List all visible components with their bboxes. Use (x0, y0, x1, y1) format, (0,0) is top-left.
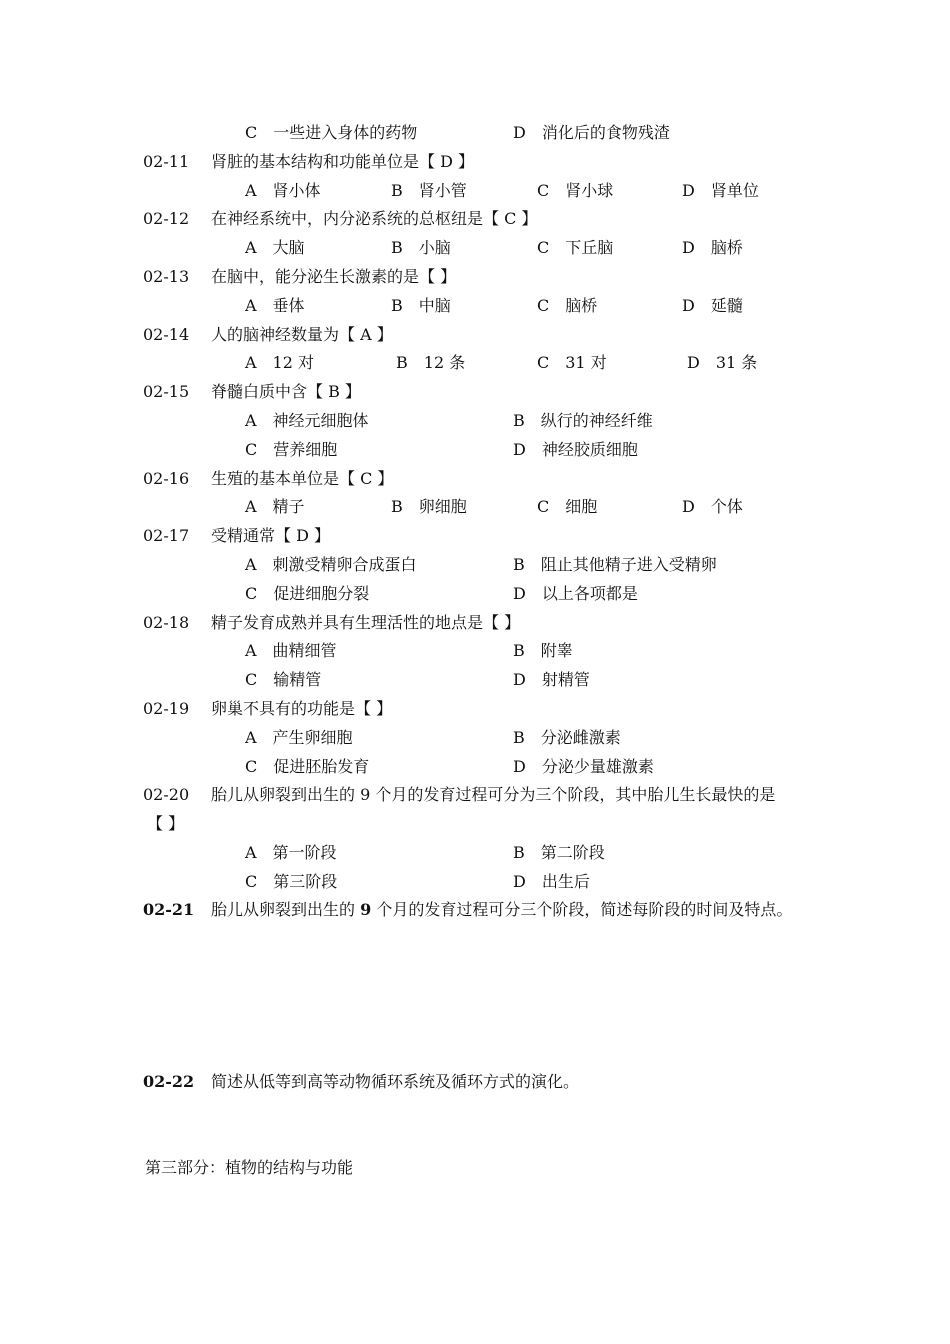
question-row (0, 208, 950, 230)
section-title: 第三部分：植物的结构与功能 (145, 1158, 354, 1177)
question-number: 02-14 (143, 324, 190, 344)
question-row (0, 468, 950, 490)
option-row (0, 180, 950, 202)
question-number: 02-22 (143, 1072, 195, 1091)
question-row (0, 266, 950, 288)
option-text: B 肾小管 (391, 180, 467, 200)
option-row (0, 237, 950, 259)
question-text: 胎儿从卵裂到出生的 9 个月的发育过程可分为三个阶段，其中胎儿生长最快的是 (211, 785, 776, 805)
option-text: C 营养细胞 (245, 439, 338, 459)
option-text: D 神经胶质细胞 (513, 439, 638, 459)
option-text: D 分泌少量雄激素 (513, 756, 654, 776)
option-text: B 小脑 (391, 238, 451, 258)
option-text: D 射精管 (513, 670, 590, 690)
option-text: 【 】 (147, 814, 185, 834)
question-text: 卵巢不具有的功能是【 】 (211, 699, 393, 718)
option-row (0, 496, 950, 518)
option-row (0, 756, 950, 778)
option-text: C 第三阶段 (245, 871, 338, 891)
question-row (0, 784, 950, 806)
essay-question-row (0, 1071, 950, 1093)
section-title-row (0, 1157, 950, 1179)
option-text: C 输精管 (245, 670, 322, 690)
option-row (0, 352, 950, 374)
option-text: A 曲精细管 (245, 641, 337, 661)
option-text: D 延髓 (682, 295, 743, 315)
question-row (0, 698, 950, 720)
option-text: D 脑桥 (682, 238, 743, 258)
option-row (0, 122, 950, 144)
question-number: 02-12 (143, 209, 190, 229)
question-text: 在脑中，能分泌生长激素的是【 】 (211, 267, 457, 286)
question-row (0, 525, 950, 547)
question-row (0, 324, 950, 346)
question-number: 02-17 (143, 526, 190, 546)
option-text: A 12 对 (245, 353, 315, 373)
option-text: A 第一阶段 (245, 843, 337, 862)
option-text: A 神经元细胞体 (245, 411, 369, 430)
question-number: 02-16 (143, 468, 190, 488)
question-text: 生殖的基本单位是【 C 】 (211, 468, 394, 488)
option-text: B 附睾 (513, 641, 573, 661)
option-row (0, 842, 950, 864)
option-text: C 脑桥 (537, 295, 598, 315)
option-text: B 第二阶段 (513, 843, 605, 862)
option-row (0, 871, 950, 893)
option-text: C 下丘脑 (537, 238, 614, 258)
option-row (0, 583, 950, 605)
option-row (0, 410, 950, 432)
option-text: D 以上各项都是 (513, 583, 638, 603)
option-row (0, 295, 950, 317)
question-text: 脊髓白质中含【 B 】 (211, 382, 361, 402)
option-row (0, 727, 950, 749)
option-text: D 出生后 (513, 871, 590, 891)
option-text: C 一些进入身体的药物 (245, 123, 418, 142)
option-text: A 精子 (245, 497, 305, 517)
option-text: D 31 条 (687, 353, 758, 373)
option-text: B 卵细胞 (391, 497, 467, 517)
question-number: 02-15 (143, 382, 190, 402)
option-text: A 产生卵细胞 (245, 727, 353, 747)
question-text: 在神经系统中，内分泌系统的总枢纽是【 C 】 (211, 209, 538, 229)
option-text: B 12 条 (396, 353, 466, 373)
option-row (0, 554, 950, 576)
question-text: 受精通常【 D 】 (211, 526, 331, 546)
option-text: A 大脑 (245, 238, 305, 258)
option-text: B 阻止其他精子进入受精卵 (513, 555, 717, 574)
option-text: A 肾小体 (245, 180, 321, 200)
question-text: 胎儿从卵裂到出生的 9 个月的发育过程可分三个阶段，简述每阶段的时间及特点。 (211, 900, 793, 919)
option-row (0, 640, 950, 662)
option-text: B 纵行的神经纤维 (513, 411, 653, 430)
essay-question-row (0, 899, 950, 921)
question-number: 02-13 (143, 267, 190, 286)
question-text: 肾脏的基本结构和功能单位是【 D 】 (211, 151, 475, 171)
question-row (0, 151, 950, 173)
question-number: 02-21 (143, 900, 195, 919)
option-row (0, 439, 950, 461)
option-text: B 中脑 (391, 295, 451, 315)
option-text: D 个体 (682, 497, 743, 517)
question-text: 简述从低等到高等动物循环系统及循环方式的演化。 (211, 1072, 580, 1091)
option-text: D 消化后的食物残渣 (513, 123, 670, 142)
option-text: C 促进胚胎发育 (245, 756, 370, 776)
option-text: C 31 对 (537, 353, 607, 373)
option-row (0, 669, 950, 691)
option-text: D 肾单位 (682, 180, 759, 200)
option-text: C 细胞 (537, 497, 598, 517)
option-text: A 刺激受精卵合成蛋白 (245, 555, 417, 574)
option-text: C 肾小球 (537, 180, 614, 200)
question-number: 02-19 (143, 699, 190, 718)
option-text: B 分泌雌激素 (513, 727, 621, 747)
question-number: 02-18 (143, 612, 190, 632)
question-row (0, 612, 950, 634)
option-text: A 垂体 (245, 295, 305, 315)
option-row (0, 813, 950, 835)
question-row (0, 381, 950, 403)
question-text: 精子发育成熟并具有生理活性的地点是【 】 (211, 612, 521, 632)
option-text: C 促进细胞分裂 (245, 583, 370, 603)
question-number: 02-20 (143, 785, 190, 805)
question-text: 人的脑神经数量为【 A 】 (211, 324, 393, 344)
question-number: 02-11 (143, 151, 190, 171)
